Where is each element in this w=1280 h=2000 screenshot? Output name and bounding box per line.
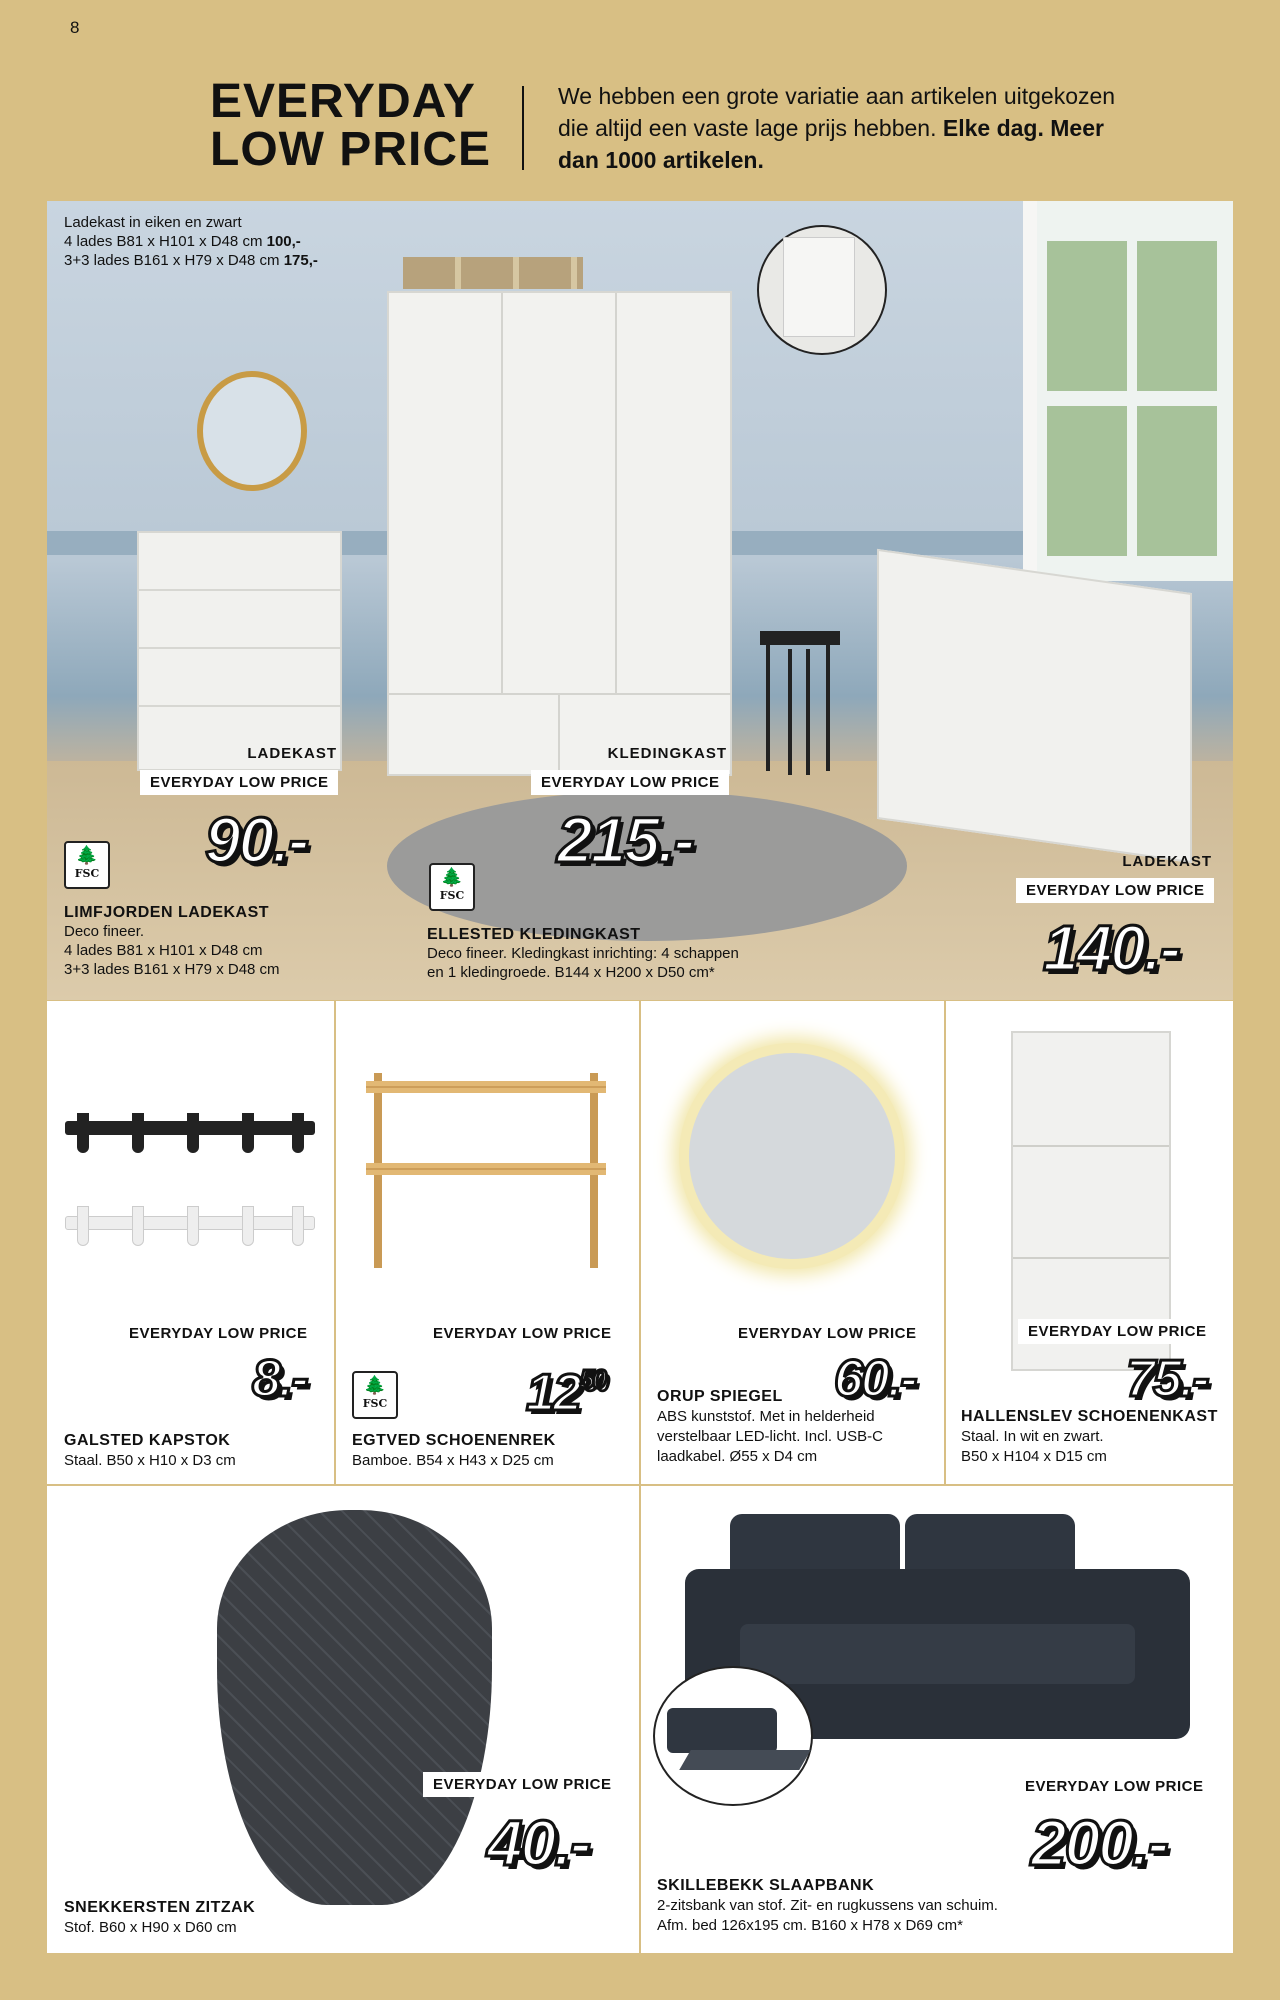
product-cell-skillebekk <box>641 1486 1233 1953</box>
wardrobe-interior-inset <box>757 225 887 355</box>
shoe-rack-image <box>366 1063 606 1273</box>
window <box>1023 201 1233 581</box>
caption-price1: 100,- <box>266 233 301 250</box>
header-title-line2: LOW PRICE <box>210 123 491 176</box>
elp-badge: EVERYDAY LOW PRICE <box>1018 1319 1216 1344</box>
limfjorden-line3: 3+3 lades B161 x H79 x D48 cm <box>64 961 280 978</box>
product-line: B50 x H104 x D15 cm <box>961 1448 1107 1465</box>
price-main: 12 <box>526 1364 580 1422</box>
tree-icon: 🌲 <box>440 867 464 887</box>
ellested-line1: Deco fineer. Kledingkast inrichting: 4 schappen <box>427 945 739 962</box>
price: 40.- <box>487 1807 590 1879</box>
page-number: 8 <box>70 18 80 37</box>
product-line: Afm. bed 126x195 cm. B160 x H78 x D69 cm* <box>657 1917 963 1934</box>
product-desc <box>352 1431 556 1471</box>
elp-label: EVERYDAY LOW PRICE <box>1025 1778 1204 1795</box>
limfjorden-line2: 4 lades B81 x H101 x D48 cm <box>64 942 263 959</box>
product-title: GALSTED KAPSTOK <box>64 1432 231 1449</box>
elp-badge: EVERYDAY LOW PRICE <box>423 1772 621 1797</box>
elp-label: EVERYDAY LOW PRICE <box>433 1325 612 1342</box>
product-desc <box>657 1876 998 1936</box>
product-line: 2-zitsbank van stof. Zit- en rugkussens van schuim. <box>657 1897 998 1914</box>
elp-label: EVERYDAY LOW PRICE <box>738 1325 917 1342</box>
header-divider <box>522 86 524 170</box>
product-line: Bamboe. B54 x H43 x D25 cm <box>352 1452 554 1469</box>
ladekast-label-2: LADEKAST <box>1122 853 1212 870</box>
ellested-text <box>427 925 739 982</box>
caption-line1: Ladekast in eiken en zwart <box>64 214 242 231</box>
caption-line2: 4 lades B81 x H101 x D48 cm <box>64 233 263 250</box>
beanbag-image <box>217 1510 492 1905</box>
product-cell-orup <box>641 1001 944 1484</box>
fsc-logo: 🌲 FSC <box>352 1371 398 1419</box>
elp-badge-kledingkast: EVERYDAY LOW PRICE <box>531 770 729 795</box>
product-title: HALLENSLEV SCHOENENKAST <box>961 1408 1218 1425</box>
price: 8.- <box>252 1350 307 1408</box>
product-cell-egtved <box>336 1001 639 1484</box>
header-title-line1: EVERYDAY <box>210 75 476 128</box>
price: 200.- <box>1031 1807 1167 1879</box>
price-kledingkast: 215.- <box>557 804 693 876</box>
price: 75.- <box>1126 1350 1208 1408</box>
caption-price2: 175,- <box>283 252 318 269</box>
price: 60.- <box>834 1350 916 1408</box>
limfjorden-text <box>64 903 280 979</box>
product-line: Staal. B50 x H10 x D3 cm <box>64 1452 236 1469</box>
hero-room-photo <box>47 201 1233 1000</box>
stool <box>760 631 840 771</box>
limfjorden-line1: Deco fineer. <box>64 923 145 940</box>
elp-badge-ladekast-2: EVERYDAY LOW PRICE <box>1016 878 1214 903</box>
header-blurb <box>558 80 1118 176</box>
product-cell-snekkersten <box>47 1486 639 1953</box>
product-line: Staal. In wit en zwart. <box>961 1428 1104 1445</box>
product-cell-galsted <box>47 1001 334 1484</box>
caption-line3: 3+3 lades B161 x H79 x D48 cm <box>64 252 280 269</box>
product-desc <box>64 1898 255 1938</box>
price <box>526 1351 605 1421</box>
product-line: ABS kunststof. Met in helderheid <box>657 1408 875 1425</box>
sofa-bed-inset <box>653 1666 813 1806</box>
header-title <box>210 75 491 176</box>
header-blurb-bold: Elke dag. Meer dan 1000 artikelen. <box>558 115 1104 173</box>
elp-label: EVERYDAY LOW PRICE <box>129 1325 308 1342</box>
product-line: verstelbaar LED-licht. Incl. USB-C <box>657 1428 883 1445</box>
product-desc <box>961 1407 1218 1467</box>
product-title: ORUP SPIEGEL <box>657 1388 783 1405</box>
kledingkast-label: KLEDINGKAST <box>607 745 727 762</box>
product-title: SNEKKERSTEN ZITZAK <box>64 1899 256 1916</box>
limfjorden-title: LIMFJORDEN LADEKAST <box>64 904 270 921</box>
header-blurb-plain: We hebben een grote variatie aan artikelen uitgekozen die altijd een vaste lage prijs hebben. <box>558 83 1116 141</box>
hero-caption <box>64 213 318 270</box>
dresser-image-left <box>137 531 342 771</box>
fsc-logo: 🌲 FSC <box>429 863 475 911</box>
product-line: laadkabel. Ø55 x D4 cm <box>657 1448 818 1465</box>
round-mirror-image <box>679 1043 905 1269</box>
storage-boxes <box>403 257 583 289</box>
ellested-title: ELLESTED KLEDINGKAST <box>427 926 641 943</box>
product-title: EGTVED SCHOENENREK <box>352 1432 556 1449</box>
tree-icon: 🌲 <box>363 1375 387 1395</box>
ladekast-label-1: LADEKAST <box>247 745 337 762</box>
ellested-line2: en 1 kledingroede. B144 x H200 x D50 cm* <box>427 964 715 981</box>
product-title: SKILLEBEKK SLAAPBANK <box>657 1877 875 1894</box>
wall-mirror <box>197 371 307 491</box>
product-cell-hallenslev <box>946 1001 1233 1484</box>
price-cents: 50 <box>579 1364 605 1394</box>
fsc-logo: 🌲 FSC <box>64 841 110 889</box>
elp-badge-ladekast-1: EVERYDAY LOW PRICE <box>140 770 338 795</box>
price-ladekast-1: 90.- <box>205 804 308 876</box>
product-desc <box>657 1387 883 1467</box>
product-desc <box>64 1431 236 1471</box>
page-header <box>210 75 1116 178</box>
price-ladekast-2: 140.- <box>1043 912 1179 984</box>
wardrobe-image <box>387 291 732 776</box>
product-line: Stof. B60 x H90 x D60 cm <box>64 1919 237 1936</box>
tree-icon: 🌲 <box>75 845 99 865</box>
dresser-image-right <box>877 549 1192 863</box>
